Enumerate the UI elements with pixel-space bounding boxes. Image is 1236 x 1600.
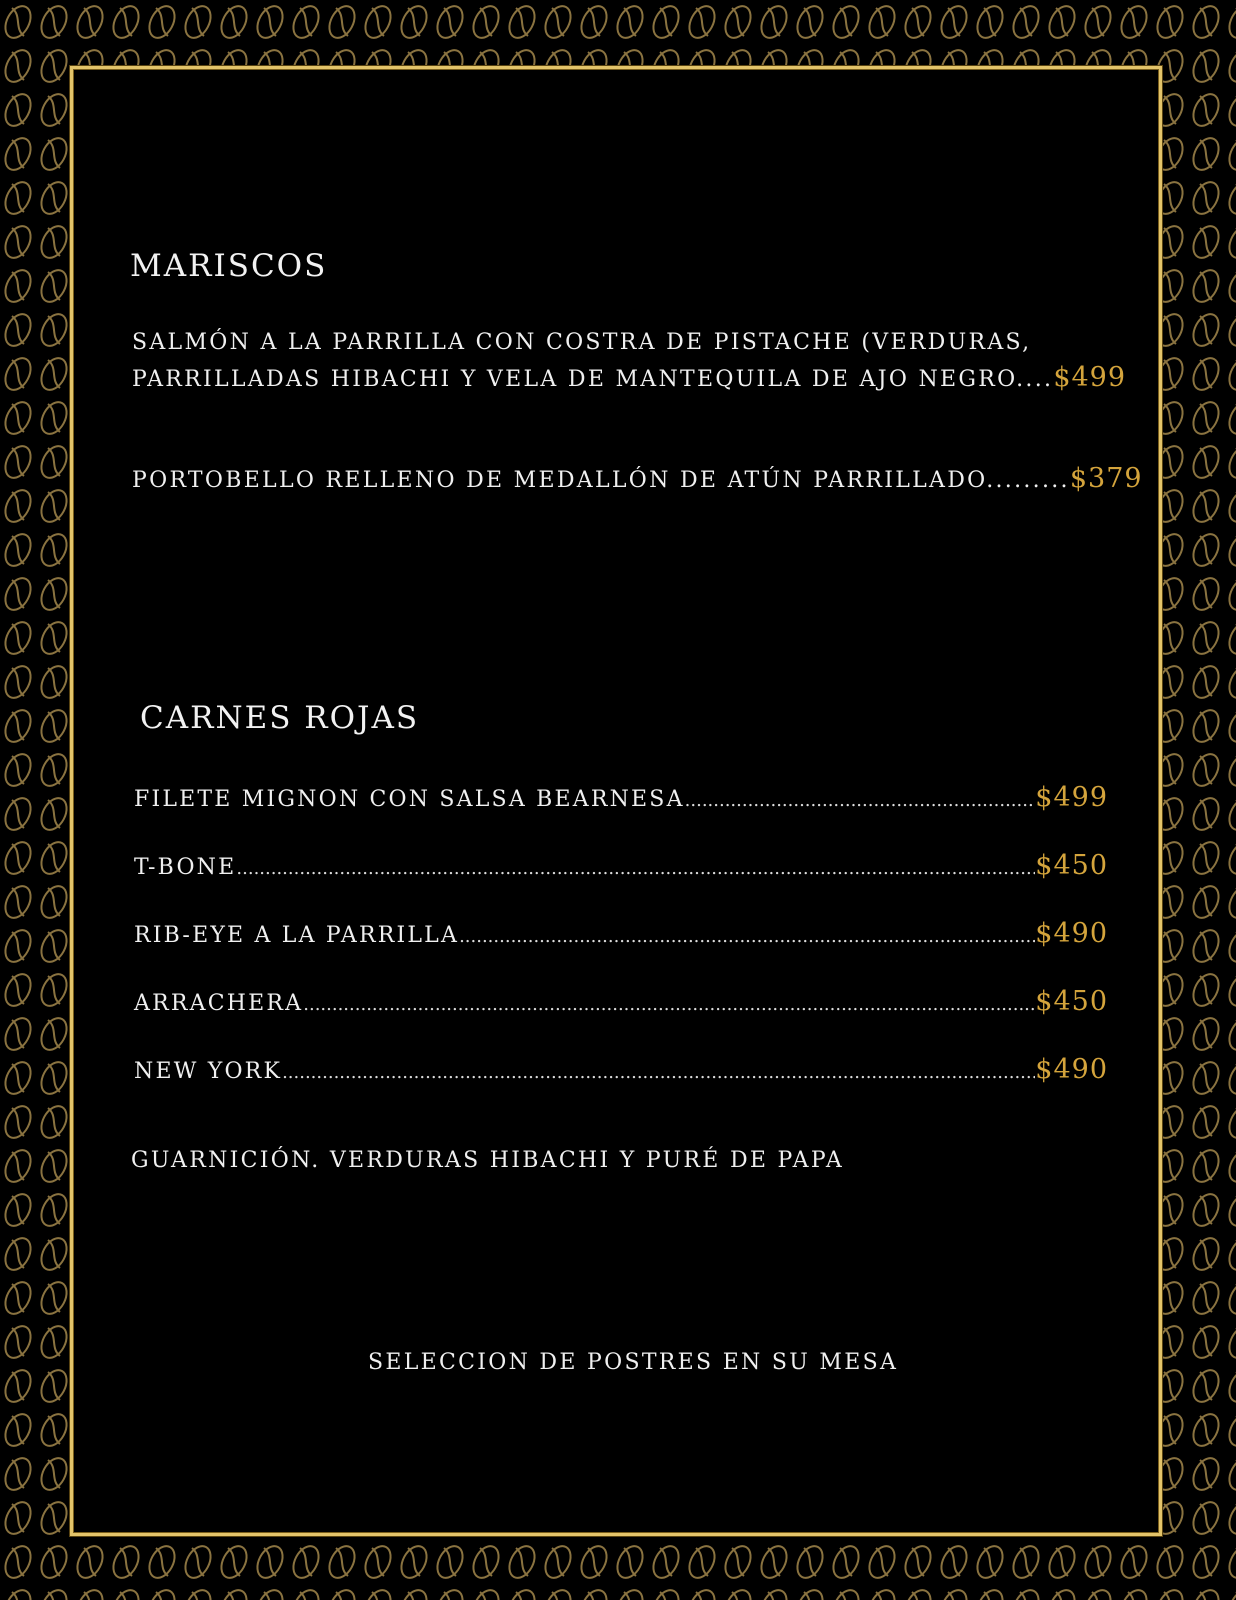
menu-item-row	[134, 1054, 1108, 1085]
menu-item-name: RIB-EYE A LA PARRILLA	[134, 923, 460, 948]
menu-item-salmon-price: $499	[1053, 362, 1127, 393]
menu-item-price: $490	[1035, 1054, 1108, 1085]
menu-item-portobello	[132, 463, 1143, 494]
menu-item-salmon-name: PARRILLADAS HIBACHI Y VELA DE MANTEQUILA DE AJO NEGRO....	[132, 367, 1054, 392]
menu-item-price: $450	[1035, 986, 1108, 1017]
dot-leader	[685, 790, 1036, 811]
dot-leader	[459, 926, 1035, 947]
menu-item-name: NEW YORK	[134, 1059, 283, 1084]
menu-item-row	[134, 850, 1108, 881]
menu-item-name: T-BONE	[134, 855, 237, 880]
menu-item-price: $499	[1035, 782, 1108, 813]
garnish-note: GUARNICIÓN. VERDURAS HIBACHI Y PURÉ DE PAPA	[131, 1148, 845, 1173]
dot-leader	[236, 858, 1035, 879]
menu-item-row	[134, 986, 1108, 1017]
section-title-carnes-rojas: CARNES ROJAS	[140, 700, 420, 736]
menu-item-price: $450	[1035, 850, 1108, 881]
menu-item-portobello-price: $379	[1069, 463, 1143, 494]
dessert-note: SELECCION DE POSTRES EN SU MESA	[368, 1350, 899, 1375]
menu-item-salmon-line1: SALMÓN A LA PARRILLA CON COSTRA DE PISTACHE (VERDURAS,	[132, 330, 1032, 355]
menu-item-portobello-name: PORTOBELLO RELLENO DE MEDALLÓN DE ATÚN PARRILLADO.........	[132, 468, 1070, 493]
dot-leader	[282, 1062, 1035, 1083]
menu-item-row	[134, 782, 1108, 813]
section-title-mariscos: MARISCOS	[130, 248, 328, 284]
menu-item-name: FILETE MIGNON CON SALSA BEARNESA	[134, 787, 685, 812]
dot-leader	[303, 994, 1035, 1015]
menu-item-salmon-line2	[132, 362, 1126, 393]
menu-item-row	[134, 918, 1108, 949]
menu-item-name: ARRACHERA	[134, 991, 304, 1016]
menu-item-price: $490	[1035, 918, 1108, 949]
